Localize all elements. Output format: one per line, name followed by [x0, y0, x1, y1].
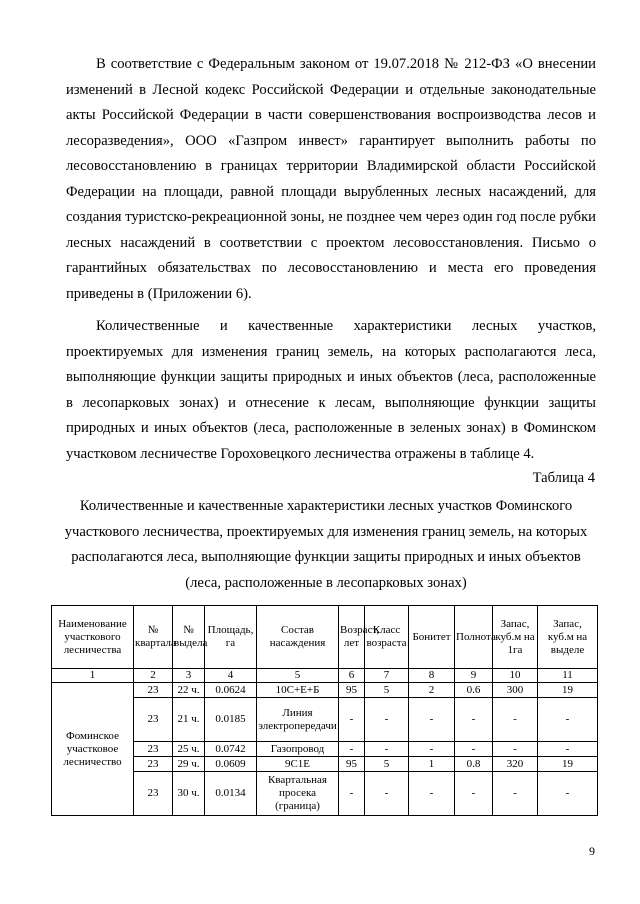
- table-cell: 23: [134, 698, 173, 742]
- header-age: Возраст, лет: [339, 606, 365, 669]
- table-cell: 0.0185: [205, 698, 257, 742]
- col-number: 10: [493, 669, 538, 683]
- header-vydel: № выдела: [173, 606, 205, 669]
- page-number: 9: [589, 844, 595, 858]
- table-cell: -: [493, 772, 538, 816]
- table-cell: 5: [365, 757, 409, 772]
- table-cell: 30 ч.: [173, 772, 205, 816]
- table-cell: -: [455, 698, 493, 742]
- table-cell: 23: [134, 772, 173, 816]
- table-cell: -: [339, 742, 365, 757]
- col-number: 9: [455, 669, 493, 683]
- table-cell: -: [455, 742, 493, 757]
- table-cell: -: [339, 772, 365, 816]
- col-number: 2: [134, 669, 173, 683]
- forest-plots-table: [51, 605, 598, 816]
- table-cell: -: [339, 698, 365, 742]
- col-number: 8: [409, 669, 455, 683]
- table-cell: 0.0742: [205, 742, 257, 757]
- table-cell: -: [409, 742, 455, 757]
- forestry-name-cell: Фоминское участковое лесничество: [52, 683, 134, 816]
- table-cell: 29 ч.: [173, 757, 205, 772]
- table-cell: 95: [339, 683, 365, 698]
- col-number: 6: [339, 669, 365, 683]
- header-age-class: Класс возраста: [365, 606, 409, 669]
- table-cell: -: [365, 772, 409, 816]
- table-row: [52, 757, 598, 772]
- paragraph-1-text: В соответствие с Федеральным законом от 19.07.2018 № 212-ФЗ «О внесении изменений в Лесной кодекс Российской Федерации и отдельные законодательные акты Российской Федерации в части совершенствования воспроизводства лесов и лесоразведения», ООО «Газпром инвест» гарантирует выполнить работы по лесовосстановлению в границах территории Владимирской области Российской Федерации на площади, равной площади вырубленных лесных насаждений, для создания туристско-рекреационной зоны, не позднее чем через один год после рубки лесных насаждений в соответствии с проектом лесовосстановления. Письмо о гарантийных обязательствах по лесовосстановлению и места его проведения приведены в (Приложении 6).: [66, 56, 596, 302]
- table-cell: 25 ч.: [173, 742, 205, 757]
- table-cell: 5: [365, 683, 409, 698]
- table-cell: 21 ч.: [173, 698, 205, 742]
- table-row: [52, 772, 598, 816]
- table-cell: -: [409, 772, 455, 816]
- header-kvartal: № квартала: [134, 606, 173, 669]
- paragraph-1: [66, 52, 596, 307]
- table-cell: 22 ч.: [173, 683, 205, 698]
- table-cell: 0.8: [455, 757, 493, 772]
- table-cell: -: [455, 772, 493, 816]
- col-number: 7: [365, 669, 409, 683]
- table-cell: -: [409, 698, 455, 742]
- col-number: 3: [173, 669, 205, 683]
- table-cell: 23: [134, 757, 173, 772]
- table-cell: 2: [409, 683, 455, 698]
- table-cell: -: [365, 742, 409, 757]
- paragraph-2: [66, 314, 596, 467]
- table-cell: -: [493, 698, 538, 742]
- table-row: [52, 698, 598, 742]
- header-forestry: Наименование участкового лесничества: [52, 606, 134, 669]
- table-cell: 23: [134, 742, 173, 757]
- table-cell: Линия электропередачи: [257, 698, 339, 742]
- table-cell: Квартальная просека (граница): [257, 772, 339, 816]
- table-cell: 320: [493, 757, 538, 772]
- header-stock-total: Запас, куб.м на выделе: [538, 606, 598, 669]
- table-cell: Газопровод: [257, 742, 339, 757]
- table-cell: -: [538, 698, 598, 742]
- table-label: Таблица 4: [532, 470, 595, 486]
- table-cell: 10С+Е+Б: [257, 683, 339, 698]
- header-composition: Состав насаждения: [257, 606, 339, 669]
- col-number: 1: [52, 669, 134, 683]
- table-cell: 0.0624: [205, 683, 257, 698]
- table-row: [52, 683, 598, 698]
- table-numbering-row: [52, 669, 598, 683]
- table-row: [52, 742, 598, 757]
- table-cell: 0.0609: [205, 757, 257, 772]
- table-cell: 0.0134: [205, 772, 257, 816]
- header-density: Полнота: [455, 606, 493, 669]
- table-cell: 23: [134, 683, 173, 698]
- table-cell: 19: [538, 757, 598, 772]
- table-cell: 19: [538, 683, 598, 698]
- col-number: 5: [257, 669, 339, 683]
- table-cell: 9С1Е: [257, 757, 339, 772]
- paragraph-2-text: Количественные и качественные характеристики лесных участков, проектируемых для изменения границ земель, на которых располагаются леса, выполняющие функции защиты природных и иных объектов (леса, расположенные в лесопарковых зонах) и отнесение к лесам, выполняющие функции защиты природных и иных объектов (леса, расположенные в зеленых зонах) в Фоминском участковом лесничестве Гороховецкого лесничества отражены в таблице 4.: [66, 318, 596, 462]
- table-cell: -: [538, 772, 598, 816]
- table-cell: -: [538, 742, 598, 757]
- header-area: Площадь, га: [205, 606, 257, 669]
- col-number: 4: [205, 669, 257, 683]
- table-cell: 1: [409, 757, 455, 772]
- header-stock-per-ha: Запас, куб.м на 1га: [493, 606, 538, 669]
- table-cell: -: [493, 742, 538, 757]
- table-cell: -: [365, 698, 409, 742]
- col-number: 11: [538, 669, 598, 683]
- table-header-row: [52, 606, 598, 669]
- table-cell: 300: [493, 683, 538, 698]
- table-cell: 0.6: [455, 683, 493, 698]
- table-cell: 95: [339, 757, 365, 772]
- table-caption: Количественные и качественные характеристики лесных участков Фоминского участкового лесничества, проектируемых для изменения границ земель, на которых располагаются леса, выполняющие функции защиты природных и иных объектов (леса, расположенные в лесопарковых зонах): [64, 498, 588, 591]
- header-bonitet: Бонитет: [409, 606, 455, 669]
